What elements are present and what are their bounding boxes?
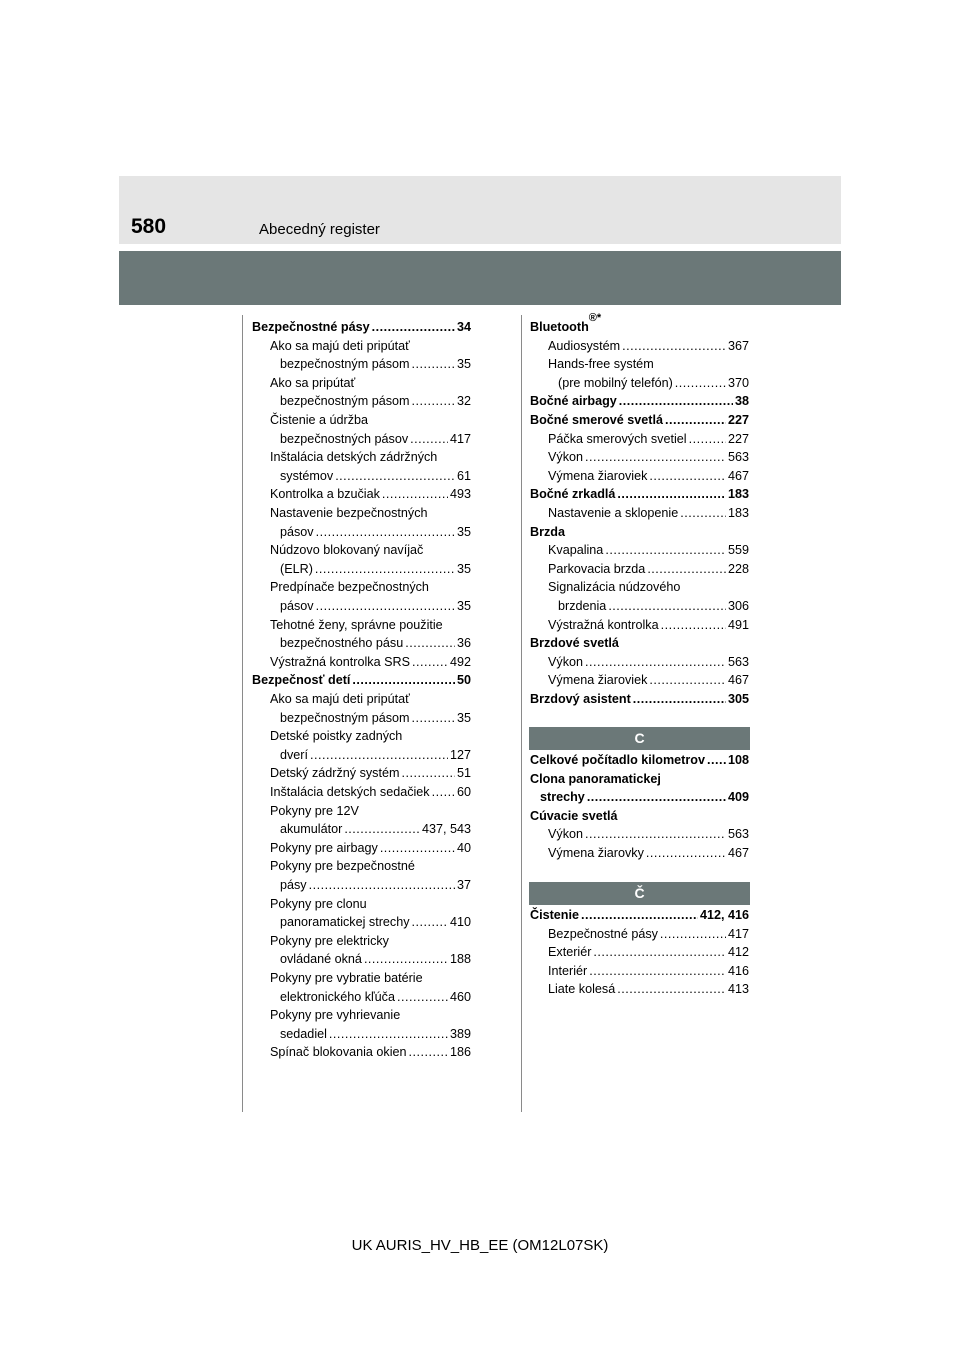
index-entry xyxy=(530,312,749,337)
dot-leader xyxy=(617,980,726,999)
dot-leader xyxy=(316,597,455,616)
index-entry xyxy=(530,337,749,356)
dot-leader xyxy=(344,820,420,839)
index-entry-term: Páčka smerových svetiel xyxy=(548,431,687,446)
index-entry xyxy=(252,467,471,486)
index-entry xyxy=(252,950,471,969)
index-entry xyxy=(530,597,749,616)
dot-leader xyxy=(412,913,448,932)
index-entry xyxy=(252,560,471,579)
index-entry-page: 35 xyxy=(456,599,471,613)
index-entry xyxy=(530,616,749,635)
index-entry-term: systémov xyxy=(280,468,334,483)
index-entry-page: 50 xyxy=(456,673,471,688)
index-entry-term: bezpečnostným pásom xyxy=(280,394,410,409)
dot-leader xyxy=(309,876,455,895)
index-entry xyxy=(252,820,471,839)
index-entry xyxy=(252,969,471,988)
dot-leader xyxy=(410,430,448,449)
index-entry-term: Kvapalina xyxy=(548,543,604,558)
index-entry-page: 493 xyxy=(449,487,471,502)
dot-leader xyxy=(707,751,726,770)
index-entry-term: Výkon xyxy=(548,450,584,465)
index-entry-term: pásov xyxy=(280,524,314,539)
index-entry xyxy=(252,932,471,951)
index-entry-term: Pokyny pre 12V xyxy=(270,803,359,818)
index-entry xyxy=(252,783,471,802)
dot-leader xyxy=(432,783,455,802)
index-entry xyxy=(530,485,749,504)
index-entry xyxy=(530,448,749,467)
index-entry-term: Celkové počítadlo kilometrov xyxy=(530,753,705,767)
index-entry xyxy=(252,597,471,616)
index-entry xyxy=(530,807,749,826)
index-entry-page: 35 xyxy=(456,561,471,576)
index-entry xyxy=(252,1006,471,1025)
index-entry xyxy=(530,634,749,653)
index-entry-page: 36 xyxy=(456,636,471,651)
index-entry-superscript: ®* xyxy=(588,312,602,324)
index-entry-term: Ako sa majú deti pripútať xyxy=(270,692,410,706)
index-entry-term: Pokyny pre vybratie batérie xyxy=(270,971,423,985)
index-entry xyxy=(252,690,471,709)
dot-leader xyxy=(412,392,455,411)
index-entry xyxy=(530,788,749,807)
index-entry-term: Signalizácia núdzového xyxy=(548,580,681,595)
index-entry xyxy=(252,913,471,932)
index-entry-term: Ako sa pripútať xyxy=(270,375,356,390)
index-entry-page: 563 xyxy=(727,654,749,669)
dot-leader xyxy=(649,467,726,486)
index-entry xyxy=(252,746,471,765)
index-entry xyxy=(252,857,471,876)
index-entry xyxy=(252,523,471,542)
index-entry xyxy=(252,727,471,746)
index-entry-term: Bezpečnostné pásy xyxy=(548,926,658,941)
index-entry-term: Bluetooth xyxy=(530,320,589,334)
index-entry-term: Bezpečnostné pásy xyxy=(252,320,370,334)
index-entry-page: 437, 543 xyxy=(421,822,471,837)
index-entry-page: 37 xyxy=(456,878,471,892)
index-entry xyxy=(252,802,471,821)
index-entry-page: 32 xyxy=(456,394,471,409)
index-entry xyxy=(252,876,471,895)
index-entry xyxy=(530,751,749,770)
index-entry-term: Liate kolesá xyxy=(548,982,616,997)
index-entry xyxy=(530,523,749,542)
index-entry-page: 467 xyxy=(727,673,749,688)
index-entry-term: bezpečnostného pásu xyxy=(280,636,404,651)
index-entry-term: (pre mobilný telefón) xyxy=(558,375,673,390)
index-entry-term: Pokyny pre elektricky xyxy=(270,933,389,948)
dot-leader xyxy=(665,411,726,430)
dot-leader xyxy=(315,560,455,579)
dot-leader xyxy=(646,844,726,863)
index-entry-term: Hands-free systém xyxy=(548,357,654,372)
index-entry-term: (ELR) xyxy=(280,561,313,576)
index-entry xyxy=(530,374,749,393)
index-entry-page: 40 xyxy=(456,840,471,855)
dot-leader xyxy=(589,962,726,981)
index-entry-page: 188 xyxy=(449,952,471,967)
index-entry-page: 412 xyxy=(727,945,749,960)
index-entry-page: 34 xyxy=(456,320,471,334)
dot-leader xyxy=(605,541,726,560)
index-entry-page: 416 xyxy=(727,963,749,978)
index-entry-page: 492 xyxy=(449,654,471,669)
index-entry-term: Nastavenie a sklopenie xyxy=(548,506,679,520)
dot-leader xyxy=(680,504,726,523)
dot-leader xyxy=(587,788,726,807)
index-entry-term: Pokyny pre bezpečnostné xyxy=(270,859,415,874)
dot-leader xyxy=(649,671,726,690)
index-entry-term: strechy xyxy=(540,790,585,805)
dot-leader xyxy=(380,839,455,858)
index-entry-page: 460 xyxy=(449,989,471,1004)
index-entry-term: Výmena žiaroviek xyxy=(548,468,648,483)
index-entry-term: Núdzovo blokovaný navíjač xyxy=(270,543,424,558)
index-entry-page: 38 xyxy=(734,394,749,409)
dot-leader xyxy=(660,925,726,944)
index-entry xyxy=(252,634,471,653)
index-entry-term: Ako sa majú deti pripútať xyxy=(270,338,410,353)
index-entry xyxy=(530,430,749,449)
footer-document-code: UK AURIS_HV_HB_EE (OM12L07SK) xyxy=(351,1237,609,1254)
index-entry-term: Výmena žiaroviek xyxy=(548,673,648,688)
section-header-c-caron: Č xyxy=(529,882,750,905)
dot-leader xyxy=(585,448,726,467)
left-column-rule xyxy=(242,315,243,1112)
index-entry-page: 127 xyxy=(449,747,471,762)
dot-leader xyxy=(622,337,726,356)
dot-leader xyxy=(675,374,726,393)
index-entry-page: 227 xyxy=(727,413,749,427)
page-title: Abecedný register xyxy=(259,221,380,238)
dot-leader xyxy=(585,825,726,844)
header-bar xyxy=(119,251,841,305)
index-entry-term: Bočné airbagy xyxy=(530,394,617,409)
index-entry xyxy=(530,560,749,579)
index-entry-term: bezpečnostným pásom xyxy=(280,357,410,372)
index-entry-page: 183 xyxy=(727,487,749,502)
index-entry xyxy=(252,541,471,560)
index-entry xyxy=(530,943,749,962)
index-entry-term: Čistenie xyxy=(530,908,579,922)
index-entry-page: 417 xyxy=(727,926,749,941)
index-entry-term: Pokyny pre airbagy xyxy=(270,840,378,855)
index-entry-page: 491 xyxy=(727,617,749,632)
index-entry xyxy=(252,895,471,914)
dot-leader xyxy=(397,988,448,1007)
index-entry xyxy=(252,448,471,467)
index-entry-term: elektronického kľúča xyxy=(280,989,395,1004)
dot-leader xyxy=(617,485,726,504)
index-entry-term: Cúvacie svetlá xyxy=(530,808,618,823)
dot-leader xyxy=(401,764,455,783)
index-entry-page: 35 xyxy=(456,357,471,372)
index-entry-term: Tehotné ženy, správne použitie xyxy=(270,617,443,632)
index-entry-term: ovládané okná xyxy=(280,952,362,967)
dot-leader xyxy=(633,690,726,709)
index-entry-page: 227 xyxy=(727,431,749,446)
index-entry xyxy=(252,430,471,449)
index-entry xyxy=(530,392,749,411)
index-entry-term: Brzdový asistent xyxy=(530,692,631,706)
index-entry xyxy=(530,770,749,789)
index-entry-term: Čistenie a údržba xyxy=(270,413,369,427)
index-entry xyxy=(252,671,471,690)
index-entry xyxy=(530,906,749,925)
index-entry-term: pásy xyxy=(280,878,307,892)
index-entry-page: 186 xyxy=(449,1045,471,1060)
dot-leader xyxy=(619,392,733,411)
index-entry xyxy=(252,764,471,783)
index-entry-term: dverí xyxy=(280,747,308,762)
index-entry-term: Interiér xyxy=(548,963,588,978)
index-entry-term: Výmena žiarovky xyxy=(548,846,644,860)
index-entry xyxy=(252,616,471,635)
index-entry-term: Výstražná kontrolka xyxy=(548,617,659,632)
index-entry xyxy=(252,318,471,337)
dot-leader xyxy=(335,467,455,486)
dot-leader xyxy=(581,906,698,925)
index-entry-term: Exteriér xyxy=(548,945,592,960)
index-entry-page: 467 xyxy=(727,846,749,860)
index-entry-page: 389 xyxy=(449,1026,471,1041)
dot-leader xyxy=(364,950,448,969)
index-entry-page: 559 xyxy=(727,543,749,558)
index-entry xyxy=(530,825,749,844)
dot-leader xyxy=(372,318,455,337)
index-entry-page: 305 xyxy=(727,692,749,706)
index-entry-page: 413 xyxy=(727,982,749,997)
index-entry-term: bezpečnostným pásom xyxy=(280,710,410,725)
index-entry-term: sedadiel xyxy=(280,1026,327,1041)
index-entry xyxy=(252,392,471,411)
dot-leader xyxy=(352,671,455,690)
index-entry-term: Predpínače bezpečnostných xyxy=(270,580,429,595)
index-entry-page: 417 xyxy=(449,431,471,446)
index-entry xyxy=(530,925,749,944)
index-entry-term: Pokyny pre vyhrievanie xyxy=(270,1008,401,1023)
index-entry xyxy=(530,653,749,672)
index-entry-term: Bezpečnosť detí xyxy=(252,673,351,688)
dot-leader xyxy=(316,523,455,542)
dot-leader xyxy=(608,597,726,616)
index-entry-page: 370 xyxy=(727,375,749,390)
dot-leader xyxy=(689,430,726,449)
dot-leader xyxy=(647,560,726,579)
dot-leader xyxy=(405,634,455,653)
index-entry-page: 60 xyxy=(456,785,471,799)
index-entry xyxy=(530,844,749,863)
index-entry-term: Bočné smerové svetlá xyxy=(530,413,664,427)
index-entry xyxy=(530,541,749,560)
index-entry-term: Nastavenie bezpečnostných xyxy=(270,506,428,520)
index-entry-page: 61 xyxy=(456,468,471,483)
index-entry xyxy=(530,962,749,981)
index-entry-page: 51 xyxy=(456,766,471,781)
section-header-c: C xyxy=(529,727,750,750)
index-entry-term: Bočné zrkadlá xyxy=(530,487,616,502)
dot-leader xyxy=(382,485,448,504)
index-entry-page: 183 xyxy=(727,506,749,520)
index-entry xyxy=(530,504,749,523)
index-entry-term: Audiosystém xyxy=(548,338,621,353)
dot-leader xyxy=(593,943,726,962)
dot-leader xyxy=(661,616,726,635)
index-entry xyxy=(530,980,749,999)
index-entry-term: Inštalácia detských zádržných xyxy=(270,450,438,465)
index-entry xyxy=(252,1043,471,1062)
index-entry-term: brzdenia xyxy=(558,599,607,613)
index-entry-term: Parkovacia brzda xyxy=(548,561,646,576)
index-entry xyxy=(530,467,749,486)
index-entry-term: Spínač blokovania okien xyxy=(270,1045,407,1060)
index-entry xyxy=(252,709,471,728)
index-entry-page: 467 xyxy=(727,468,749,483)
index-entry-term: Inštalácia detských sedačiek xyxy=(270,785,430,799)
index-entry xyxy=(252,485,471,504)
dot-leader xyxy=(329,1025,448,1044)
index-entry-page: 367 xyxy=(727,338,749,353)
index-entry-term: bezpečnostných pásov xyxy=(280,431,409,446)
index-entry-page: 228 xyxy=(727,561,749,576)
index-entry xyxy=(530,355,749,374)
dot-leader xyxy=(310,746,448,765)
index-entry xyxy=(530,411,749,430)
index-entry-term: Pokyny pre clonu xyxy=(270,896,367,911)
index-entry-page: 306 xyxy=(727,599,749,613)
dot-leader xyxy=(412,709,455,728)
index-entry-page: 410 xyxy=(449,915,471,930)
index-entry xyxy=(252,411,471,430)
index-entry-page: 409 xyxy=(727,790,749,805)
index-entry-term: Výkon xyxy=(548,827,584,842)
dot-leader xyxy=(412,355,455,374)
dot-leader xyxy=(585,653,726,672)
index-entry xyxy=(252,337,471,356)
index-entry xyxy=(252,988,471,1007)
index-entry-term: Brzda xyxy=(530,524,565,539)
index-entry xyxy=(530,671,749,690)
index-entry xyxy=(252,355,471,374)
index-entry xyxy=(252,374,471,393)
page-number: 580 xyxy=(131,215,167,238)
index-entry-page: 412, 416 xyxy=(699,908,749,922)
index-entry xyxy=(252,578,471,597)
index-entry xyxy=(252,839,471,858)
dot-leader xyxy=(409,1043,448,1062)
index-entry-page: 563 xyxy=(727,450,749,465)
index-entry-term: Výstražná kontrolka SRS xyxy=(270,654,410,669)
index-entry xyxy=(252,1025,471,1044)
index-entry-term: pásov xyxy=(280,599,314,613)
index-entry-term: Brzdové svetlá xyxy=(530,636,619,651)
index-entry-page: 108 xyxy=(727,753,749,767)
index-entry xyxy=(252,653,471,672)
index-entry xyxy=(252,504,471,523)
middle-column-rule xyxy=(521,315,522,1112)
index-entry xyxy=(530,690,749,709)
index-entry-term: Clona panoramatickej xyxy=(530,771,661,786)
index-entry-term: Detský zádržný systém xyxy=(270,766,400,781)
index-entry-page: 35 xyxy=(456,710,471,725)
index-entry-page: 563 xyxy=(727,827,749,842)
index-entry-term: Výkon xyxy=(548,654,584,669)
header-band xyxy=(119,176,841,244)
index-entry-term: Kontrolka a bzučiak xyxy=(270,487,380,502)
dot-leader xyxy=(412,653,448,672)
index-entry xyxy=(530,578,749,597)
index-entry-term: akumulátor xyxy=(280,822,343,837)
index-entry-term: panoramatickej strechy xyxy=(280,915,410,930)
index-entry-page: 35 xyxy=(456,524,471,539)
index-entry-term: Detské poistky zadných xyxy=(270,729,403,744)
